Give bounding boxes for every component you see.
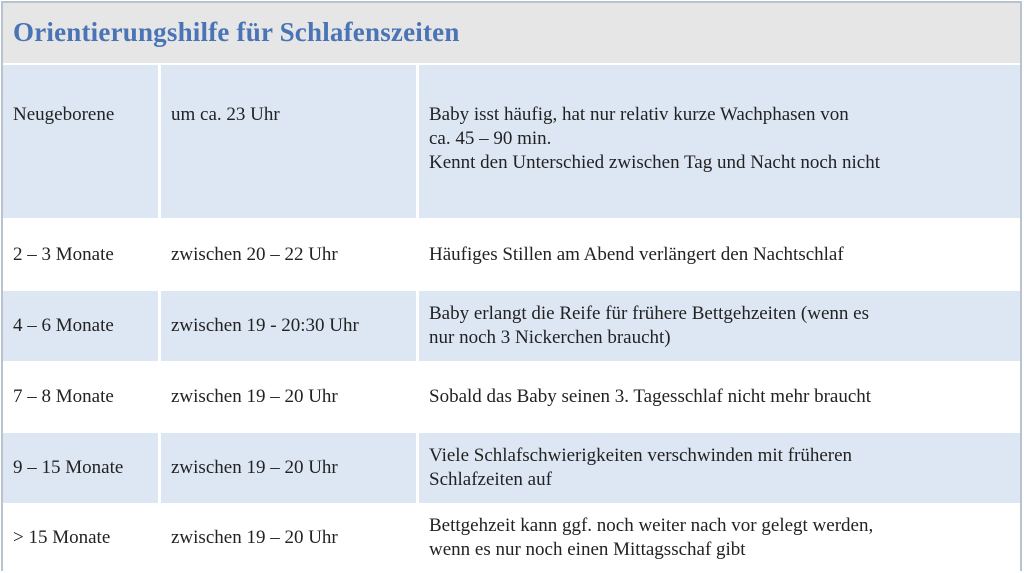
document-frame <box>1 1 1022 571</box>
time-cell: zwischen 19 - 20:30 Uhr <box>171 315 359 336</box>
sleep-times-table <box>3 65 1020 573</box>
notes-line: Kennt den Unterschied zwischen Tag und Nacht noch nicht <box>429 152 881 173</box>
age-cell: 7 – 8 Monate <box>13 386 114 407</box>
column-divider <box>416 291 419 361</box>
notes-cell <box>429 65 1014 218</box>
notes-line: Viele Schlafschwierigkeiten verschwinden mit früheren <box>429 445 853 466</box>
page-title: Orientierungshilfe für Schlafenszeiten <box>13 17 460 47</box>
notes-line: wenn es nur noch einen Mittagsschaf gibt <box>429 539 746 560</box>
age-cell: > 15 Monate <box>13 527 111 548</box>
notes-cell <box>429 361 1014 433</box>
age-cell: 9 – 15 Monate <box>13 457 124 478</box>
column-divider <box>416 433 419 503</box>
table-row <box>3 65 1020 218</box>
age-cell: 4 – 6 Monate <box>13 315 114 336</box>
title-bar <box>3 3 1020 63</box>
table-row <box>3 218 1020 291</box>
notes-line: nur noch 3 Nickerchen braucht) <box>429 327 671 348</box>
notes-line: ca. 45 – 90 min. <box>429 128 552 149</box>
notes-line: Bettgehzeit kann ggf. noch weiter nach vor gelegt werden, <box>429 515 874 536</box>
table-row <box>3 503 1020 573</box>
time-cell: zwischen 19 – 20 Uhr <box>171 386 338 407</box>
time-cell: zwischen 20 – 22 Uhr <box>171 243 338 265</box>
table-row <box>3 291 1020 361</box>
table-row <box>3 433 1020 503</box>
notes-cell <box>429 503 1014 573</box>
notes-cell <box>429 433 1014 503</box>
time-cell: zwischen 19 – 20 Uhr <box>171 457 338 478</box>
table-row <box>3 361 1020 433</box>
notes-cell <box>429 218 1014 291</box>
notes-line: Häufiges Stillen am Abend verlängert den Nachtschlaf <box>429 243 844 265</box>
column-divider <box>158 433 161 503</box>
time-cell: um ca. 23 Uhr <box>171 104 280 125</box>
column-divider <box>158 291 161 361</box>
notes-cell <box>429 291 1014 361</box>
column-divider <box>158 65 161 218</box>
age-cell: 2 – 3 Monate <box>13 243 114 265</box>
column-divider <box>416 65 419 218</box>
time-cell: zwischen 19 – 20 Uhr <box>171 527 338 548</box>
age-cell: Neugeborene <box>13 104 115 125</box>
notes-line: Baby isst häufig, hat nur relativ kurze Wachphasen von <box>429 104 849 125</box>
notes-line: Schlafzeiten auf <box>429 469 552 490</box>
notes-line: Baby erlangt die Reife für frühere Bettgehzeiten (wenn es <box>429 303 869 324</box>
notes-line: Sobald das Baby seinen 3. Tagesschlaf nicht mehr braucht <box>429 386 872 407</box>
